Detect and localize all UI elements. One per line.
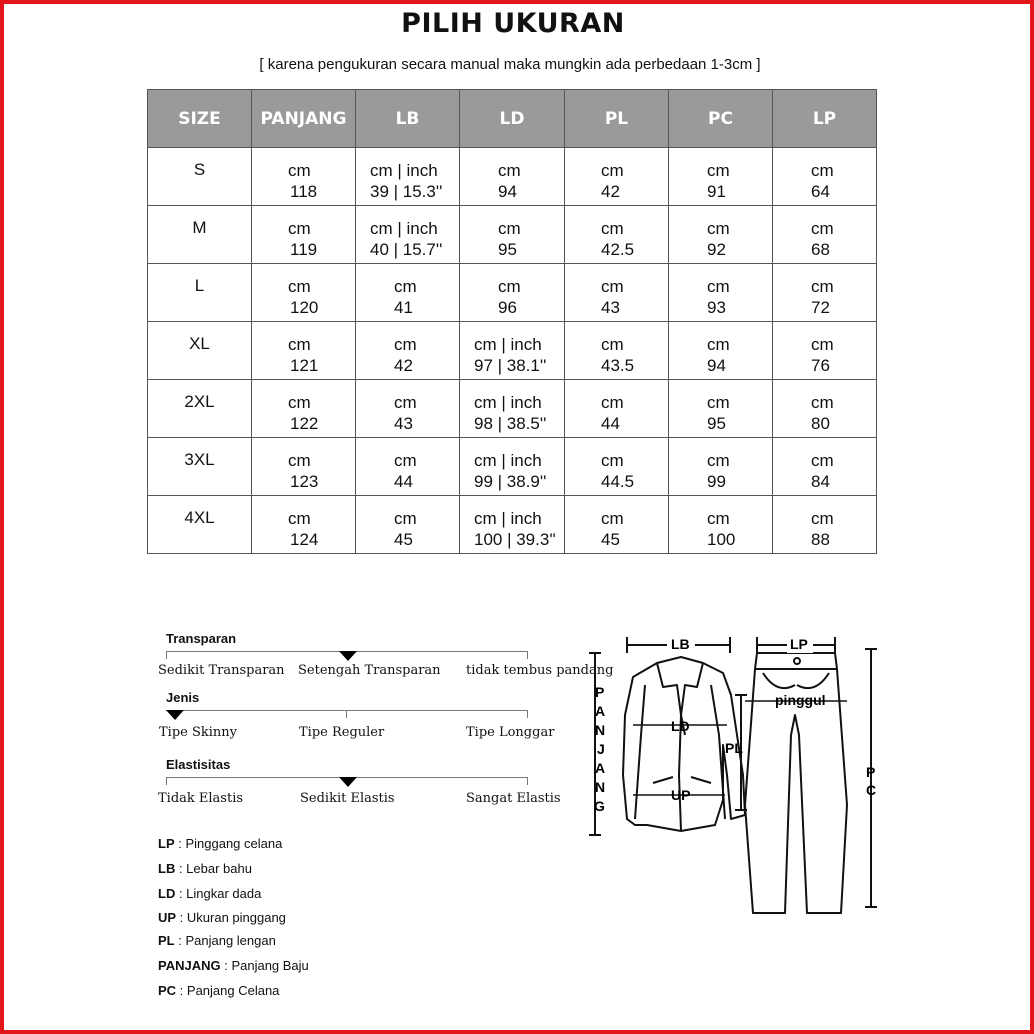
unit-label: cm | inch — [370, 219, 438, 238]
table-header-row — [148, 90, 877, 148]
scale-jenis-marker — [166, 710, 184, 720]
unit-label: cm — [288, 509, 311, 528]
measure-value: 44 — [601, 414, 620, 433]
header-lb: LB — [356, 90, 460, 148]
unit-label: cm — [601, 277, 624, 296]
lp-cell — [773, 206, 877, 264]
up-label: UP — [671, 787, 691, 803]
unit-label: cm | inch — [474, 335, 542, 354]
lp-cell — [773, 264, 877, 322]
size-label: M — [192, 218, 207, 237]
unit-label: cm — [498, 219, 521, 238]
legend-desc: : Panjang Baju — [220, 958, 309, 973]
unit-label: cm — [707, 509, 730, 528]
legend-desc: : Lebar bahu — [175, 861, 252, 876]
size-cell — [148, 148, 252, 206]
scale-transparan-label-mid: Setengah Transparan — [298, 663, 441, 678]
legend-item-lb — [158, 861, 252, 876]
unit-label: cm — [394, 335, 417, 354]
legend-item-ld — [158, 886, 261, 901]
pl-cell — [565, 148, 669, 206]
panjang-letter: A — [595, 703, 606, 719]
ld-label: LD — [671, 718, 690, 734]
unit-label: cm — [707, 161, 730, 180]
measure-value: 123 — [290, 472, 319, 491]
unit-label: cm — [707, 335, 730, 354]
unit-label: cm — [601, 335, 624, 354]
lp-cell — [773, 380, 877, 438]
legend-item-panjang — [158, 958, 309, 973]
unit-label: cm — [811, 219, 834, 238]
size-label: 2XL — [184, 392, 215, 411]
legend-desc: : Ukuran pinggang — [176, 910, 286, 925]
panjang-cell — [252, 148, 356, 206]
table-row — [148, 380, 877, 438]
unit-label: cm | inch — [474, 451, 542, 470]
pc-cell — [669, 438, 773, 496]
unit-label: cm — [288, 161, 311, 180]
ld-cell — [460, 264, 565, 322]
measure-value: 68 — [811, 240, 830, 259]
ld-cell — [460, 206, 565, 264]
header-panjang: PANJANG — [252, 90, 356, 148]
unit-label: cm — [707, 451, 730, 470]
unit-label: cm — [707, 277, 730, 296]
pinggul-label: pinggul — [775, 692, 826, 708]
measure-value: 121 — [290, 356, 319, 375]
panjang-cell — [252, 206, 356, 264]
panjang-cell — [252, 438, 356, 496]
measure-value: 42.5 — [601, 240, 635, 259]
lp-cell — [773, 322, 877, 380]
measure-value: 100 | 39.3'' — [474, 530, 556, 549]
panjang-cell — [252, 322, 356, 380]
measure-value: 95 — [707, 414, 726, 433]
unit-label: cm — [288, 393, 311, 412]
lp-cell — [773, 496, 877, 554]
header-ld: LD — [460, 90, 565, 148]
measure-value: 40 | 15.7'' — [370, 240, 443, 259]
measure-value: 42 — [394, 356, 413, 375]
pc-letter: C — [866, 782, 877, 798]
scale-jenis-label-high: Tipe Longgar — [466, 725, 555, 740]
header-size: SIZE — [148, 90, 252, 148]
legend-desc: : Panjang lengan — [174, 933, 276, 948]
pc-cell — [669, 380, 773, 438]
unit-label: cm | inch — [474, 393, 542, 412]
measure-value: 124 — [290, 530, 319, 549]
unit-label: cm — [394, 451, 417, 470]
measure-value: 43 — [601, 298, 620, 317]
measure-value: 96 — [498, 298, 517, 317]
unit-label: cm — [601, 451, 624, 470]
scale-jenis-line — [166, 710, 528, 711]
measure-value: 45 — [394, 530, 413, 549]
scale-jenis-label-low: Tipe Skinny — [159, 725, 238, 740]
measure-value: 42 — [601, 182, 620, 201]
ld-cell — [460, 148, 565, 206]
size-table — [147, 89, 877, 554]
scale-tick — [166, 651, 167, 659]
lb-cell — [356, 496, 460, 554]
table-row — [148, 148, 877, 206]
header-pc: PC — [669, 90, 773, 148]
size-label: 4XL — [184, 508, 215, 527]
measure-value: 94 — [707, 356, 726, 375]
header-pl: PL — [565, 90, 669, 148]
unit-label: cm — [811, 451, 834, 470]
scale-tick — [166, 777, 167, 785]
measure-value: 91 — [707, 182, 726, 201]
legend-abbr: PL — [158, 933, 175, 948]
table-row — [148, 438, 877, 496]
measure-value: 97 | 38.1'' — [474, 356, 547, 375]
lp-cell — [773, 148, 877, 206]
lb-cell — [356, 206, 460, 264]
measure-value: 93 — [707, 298, 726, 317]
measure-value: 43 — [394, 414, 413, 433]
unit-label: cm — [811, 509, 834, 528]
scale-elastisitas-marker — [339, 777, 357, 787]
unit-label: cm — [811, 277, 834, 296]
scale-transparan-label-high: tidak tembus pandang — [466, 663, 614, 678]
size-cell — [148, 380, 252, 438]
unit-label: cm — [707, 393, 730, 412]
measure-value: 120 — [290, 298, 319, 317]
pl-cell — [565, 438, 669, 496]
measure-value: 99 — [707, 472, 726, 491]
page-subtitle: [ karena pengukuran secara manual maka mungkin ada perbedaan 1-3cm ] — [259, 56, 761, 73]
lb-label: LB — [671, 636, 690, 652]
measure-value: 94 — [498, 182, 517, 201]
legend-abbr: PANJANG — [158, 958, 221, 973]
panjang-cell — [252, 496, 356, 554]
pl-cell — [565, 206, 669, 264]
measure-value: 39 | 15.3'' — [370, 182, 443, 201]
scale-tick — [527, 651, 528, 659]
scale-elastisitas-label-low: Tidak Elastis — [158, 791, 244, 806]
measure-value: 44 — [394, 472, 413, 491]
pc-cell — [669, 322, 773, 380]
panjang-cell — [252, 380, 356, 438]
measure-value: 84 — [811, 472, 830, 491]
lb-cell — [356, 264, 460, 322]
unit-label: cm — [288, 335, 311, 354]
scale-tick — [346, 710, 347, 718]
pl-cell — [565, 322, 669, 380]
unit-label: cm — [811, 393, 834, 412]
lb-cell — [356, 438, 460, 496]
unit-label: cm — [394, 509, 417, 528]
table-row — [148, 206, 877, 264]
ld-cell — [460, 496, 565, 554]
table-row — [148, 264, 877, 322]
legend-item-up — [158, 910, 286, 925]
size-cell — [148, 438, 252, 496]
size-cell — [148, 496, 252, 554]
lp-label: LP — [790, 636, 808, 652]
lb-cell — [356, 148, 460, 206]
lb-cell — [356, 322, 460, 380]
unit-label: cm — [601, 509, 624, 528]
legend-item-pc — [158, 983, 279, 998]
unit-label: cm — [601, 219, 624, 238]
unit-label: cm — [394, 393, 417, 412]
unit-label: cm — [707, 219, 730, 238]
header-lp: LP — [773, 90, 877, 148]
measure-value: 122 — [290, 414, 319, 433]
measure-value: 118 — [290, 182, 318, 201]
measure-value: 95 — [498, 240, 517, 259]
size-label: XL — [189, 334, 210, 353]
unit-label: cm — [288, 219, 311, 238]
measure-value: 64 — [811, 182, 830, 201]
size-label: 3XL — [184, 450, 215, 469]
legend-abbr: LD — [158, 886, 176, 901]
legend-desc: : Pinggang celana — [174, 836, 283, 851]
scale-transparan-label-low: Sedikit Transparan — [158, 663, 285, 678]
measure-value: 44.5 — [601, 472, 635, 491]
unit-label: cm — [288, 277, 311, 296]
size-cell — [148, 206, 252, 264]
legend-item-pl — [158, 933, 276, 948]
measure-value: 119 — [290, 240, 318, 259]
legend-item-lp — [158, 836, 282, 851]
unit-label: cm — [394, 277, 417, 296]
unit-label: cm — [498, 161, 521, 180]
table-row — [148, 322, 877, 380]
garment-diagram — [585, 625, 885, 925]
panjang-letter: G — [594, 798, 605, 814]
scale-elastisitas-title: Elastisitas — [166, 757, 231, 772]
measure-value: 98 | 38.5'' — [474, 414, 547, 433]
measure-value: 100 — [707, 530, 736, 549]
pc-cell — [669, 148, 773, 206]
legend-abbr: LB — [158, 861, 176, 876]
lp-cell — [773, 438, 877, 496]
measure-value: 43.5 — [601, 356, 635, 375]
ld-cell — [460, 438, 565, 496]
panjang-letter: N — [595, 779, 606, 795]
legend-abbr: UP — [158, 910, 177, 925]
measure-value: 45 — [601, 530, 620, 549]
measure-value: 80 — [811, 414, 830, 433]
scale-tick — [527, 777, 528, 785]
table-row — [148, 496, 877, 554]
measure-value: 76 — [811, 356, 830, 375]
unit-label: cm — [498, 277, 521, 296]
page-title: PILIH UKURAN — [401, 8, 625, 39]
pc-cell — [669, 496, 773, 554]
scale-transparan-marker — [339, 651, 357, 661]
unit-label: cm — [811, 161, 834, 180]
unit-label: cm — [601, 393, 624, 412]
measure-value: 72 — [811, 298, 830, 317]
pl-label: PL — [725, 740, 743, 756]
size-cell — [148, 322, 252, 380]
scale-jenis-label-mid: Tipe Reguler — [299, 725, 385, 740]
legend-abbr: LP — [158, 836, 175, 851]
legend-desc: : Lingkar dada — [175, 886, 262, 901]
unit-label: cm — [601, 161, 624, 180]
scale-jenis-title: Jenis — [166, 690, 200, 705]
panjang-cell — [252, 264, 356, 322]
ld-cell — [460, 322, 565, 380]
measure-value: 41 — [394, 298, 413, 317]
panjang-letter: J — [597, 741, 605, 757]
legend-desc: : Panjang Celana — [176, 983, 280, 998]
panjang-letter: A — [595, 760, 606, 776]
size-cell — [148, 264, 252, 322]
measure-value: 99 | 38.9'' — [474, 472, 547, 491]
size-label: L — [194, 276, 205, 295]
pl-cell — [565, 380, 669, 438]
lb-cell — [356, 380, 460, 438]
unit-label: cm — [811, 335, 834, 354]
scale-elastisitas-label-mid: Sedikit Elastis — [300, 791, 395, 806]
pl-cell — [565, 264, 669, 322]
pc-cell — [669, 264, 773, 322]
size-label: S — [193, 160, 206, 179]
measure-value: 92 — [707, 240, 726, 259]
panjang-letter: N — [595, 722, 606, 738]
pc-letter: P — [866, 764, 876, 780]
pl-cell — [565, 496, 669, 554]
scale-tick — [527, 710, 528, 718]
scale-elastisitas-label-high: Sangat Elastis — [466, 791, 561, 806]
measure-value: 88 — [811, 530, 830, 549]
unit-label: cm | inch — [370, 161, 438, 180]
scale-transparan-title: Transparan — [166, 631, 237, 646]
ld-cell — [460, 380, 565, 438]
unit-label: cm — [288, 451, 311, 470]
legend-abbr: PC — [158, 983, 177, 998]
panjang-letter: P — [595, 684, 605, 700]
pc-cell — [669, 206, 773, 264]
unit-label: cm | inch — [474, 509, 542, 528]
